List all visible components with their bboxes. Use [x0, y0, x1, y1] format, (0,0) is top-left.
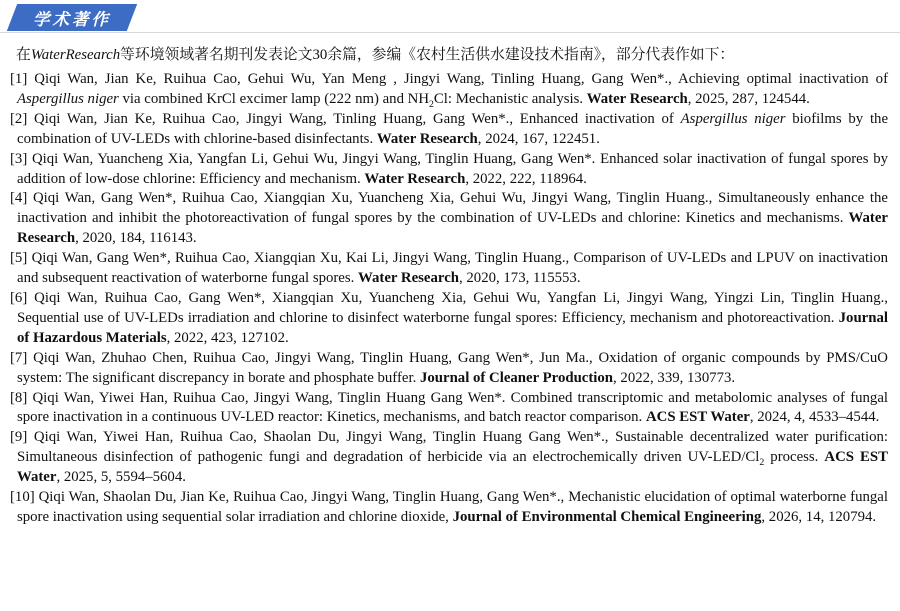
- publication-item: [10, 349, 888, 389]
- ref-number: [10]: [10, 489, 35, 506]
- ref-number: [4]: [10, 190, 28, 207]
- ref-number: [1]: [10, 71, 28, 87]
- ref-number: [8]: [10, 389, 28, 406]
- text-segment: , 2024, 167, 122451.: [477, 130, 600, 147]
- text-segment: biofilms by the combination of UV-LEDs with chlorine-based disinfectants.: [17, 110, 889, 147]
- text-segment: , 2026, 14, 120794.: [761, 508, 877, 525]
- publication-item: [10, 150, 889, 190]
- text-segment: Water Research: [17, 210, 888, 247]
- publication-item: [10, 428, 889, 488]
- text-segment: , 2020, 184, 116143.: [75, 230, 197, 247]
- section-badge-label: 学术著作: [33, 10, 111, 29]
- text-segment: , 2022, 222, 118964.: [465, 170, 587, 187]
- text-segment: Aspergillus niger: [17, 90, 119, 107]
- text-segment: 2: [759, 457, 765, 469]
- section-header: [0, 0, 900, 33]
- publication-list: [10, 70, 888, 528]
- ref-number: [6]: [10, 289, 28, 306]
- text-segment: process.: [764, 449, 825, 466]
- text-segment: , 2025, 287, 124544.: [687, 90, 810, 107]
- section-divider: [0, 32, 900, 33]
- text-segment: 等环境领域著名期刊发表论文30余篇，参编《农村生活供水建设技术指南》，部分代表作如下：: [120, 47, 735, 63]
- text-segment: Water Research: [358, 270, 459, 287]
- text-segment: Qiqi Wan, Ruihua Cao, Gang Wen*, Xiangqian Xu, Yuancheng Xia, Gehui Wu, Yangfan Li, Jingyi Wang, Yingzi Lin, Tinglin Huang., Sequential use of UV-LEDs irradiation and chlorine to disinfect waterborne fungal spores: Efficiency, mechanism and photoreactivation.: [17, 289, 888, 326]
- ref-number: [5]: [10, 250, 28, 267]
- text-segment: Water Research: [364, 170, 466, 187]
- text-segment: Journal of Hazardous Materials: [17, 309, 888, 346]
- text-segment: Qiqi Wan, Yuancheng Xia, Yangfan Li, Gehui Wu, Jingyi Wang, Tinglin Huang, Gang Wen*. Enhanced solar inactivation of fungal spores by addition of low-dose chlorine: Efficiency and mechanism.: [17, 150, 889, 187]
- text-segment: Qiqi Wan, Shaolan Du, Jian Ke, Ruihua Cao, Jingyi Wang, Tinglin Huang, Gang Wen*., Mechanistic elucidation of optimal waterborne fungal spore inactivation using sequential solar irradiation and chlorine dioxide,: [17, 489, 888, 525]
- text-segment: ACS EST Water: [17, 449, 888, 486]
- publication-item: [10, 389, 889, 429]
- text-segment: Journal of Environmental Chemical Engineering: [452, 508, 762, 525]
- text-segment: , 2022, 339, 130773.: [613, 369, 736, 386]
- intro-paragraph: [16, 45, 888, 65]
- text-segment: , 2022, 423, 127102.: [166, 329, 289, 346]
- ref-number: [7]: [10, 349, 28, 366]
- text-segment: , 2024, 4, 4533–4544.: [749, 409, 880, 426]
- text-segment: Qiqi Wan, Gang Wen*, Ruihua Cao, Xiangqian Xu, Kai Li, Jingyi Wang, Tinglin Huang., Comparison of UV-LEDs and LPUV on inactivation and subsequent reactivation of waterborne fungal spores.: [17, 250, 888, 287]
- main-content: [0, 45, 900, 528]
- ref-number: [2]: [10, 110, 28, 127]
- text-segment: Cl: Mechanistic analysis.: [433, 90, 587, 107]
- text-segment: , 2020, 173, 115553.: [459, 270, 581, 287]
- publication-item: [10, 289, 888, 349]
- publication-item: [10, 189, 888, 249]
- text-segment: via combined KrCl excimer lamp (222 nm) and NH: [118, 90, 430, 107]
- text-segment: Qiqi Wan, Zhuhao Chen, Ruihua Cao, Jingyi Wang, Tinglin Huang, Gang Wen*, Jun Ma., Oxidation of organic compounds by PMS/CuO system: The significant discrepancy in borate and phosphate buffer.: [17, 349, 888, 386]
- publication-item: [10, 110, 889, 150]
- text-segment: 在: [16, 47, 31, 63]
- text-segment: Aspergillus niger: [680, 110, 786, 127]
- text-segment: WaterResearch: [30, 47, 121, 63]
- publication-item: [10, 488, 888, 528]
- publication-item: [10, 70, 888, 110]
- text-segment: Water Research: [586, 90, 688, 107]
- publication-item: [10, 249, 888, 289]
- text-segment: Qiqi Wan, Jian Ke, Ruihua Cao, Gehui Wu, Yan Meng , Jingyi Wang, Tinling Huang, Gang Wen*., Achieving optimal inactivation of: [34, 71, 888, 87]
- text-segment: Qiqi Wan, Gang Wen*, Ruihua Cao, Xiangqian Xu, Yuancheng Xia, Gehui Wu, Jingyi Wang, Tinglin Huang., Simultaneously enhance the inactivation and inhibit the photoreactivation of fungal spores by the combination of UV-LEDs and chlorine: Kinetics and mechanisms.: [17, 190, 888, 227]
- ref-number: [3]: [10, 150, 28, 167]
- text-segment: Journal of Cleaner Production: [419, 369, 614, 386]
- text-segment: 2: [429, 98, 434, 110]
- ref-number: [9]: [10, 429, 28, 446]
- text-segment: Qiqi Wan, Jian Ke, Ruihua Cao, Jingyi Wang, Tinling Huang, Gang Wen*., Enhanced inactivation of: [34, 110, 681, 127]
- text-segment: Water Research: [376, 130, 478, 147]
- text-segment: Qiqi Wan, Yiwei Han, Ruihua Cao, Jingyi Wang, Tinglin Huang Gang Wen*. Combined transcriptomic and metabolomic analyses of fungal spore inactivation in a continuous UV-LED reactor: Kinetics, mechanisms, and batch reactor comparison.: [17, 389, 889, 426]
- text-segment: ACS EST Water: [645, 409, 750, 426]
- text-segment: Qiqi Wan, Yiwei Han, Ruihua Cao, Shaolan Du, Jingyi Wang, Tinglin Huang Gang Wen*., Sustainable decentralized water purification: Simultaneous disinfection of pathogenic fungi and degradation of herbicide via an electrochemically driven UV-LED/Cl: [17, 429, 889, 466]
- text-segment: , 2025, 5, 5594–5604.: [56, 469, 186, 486]
